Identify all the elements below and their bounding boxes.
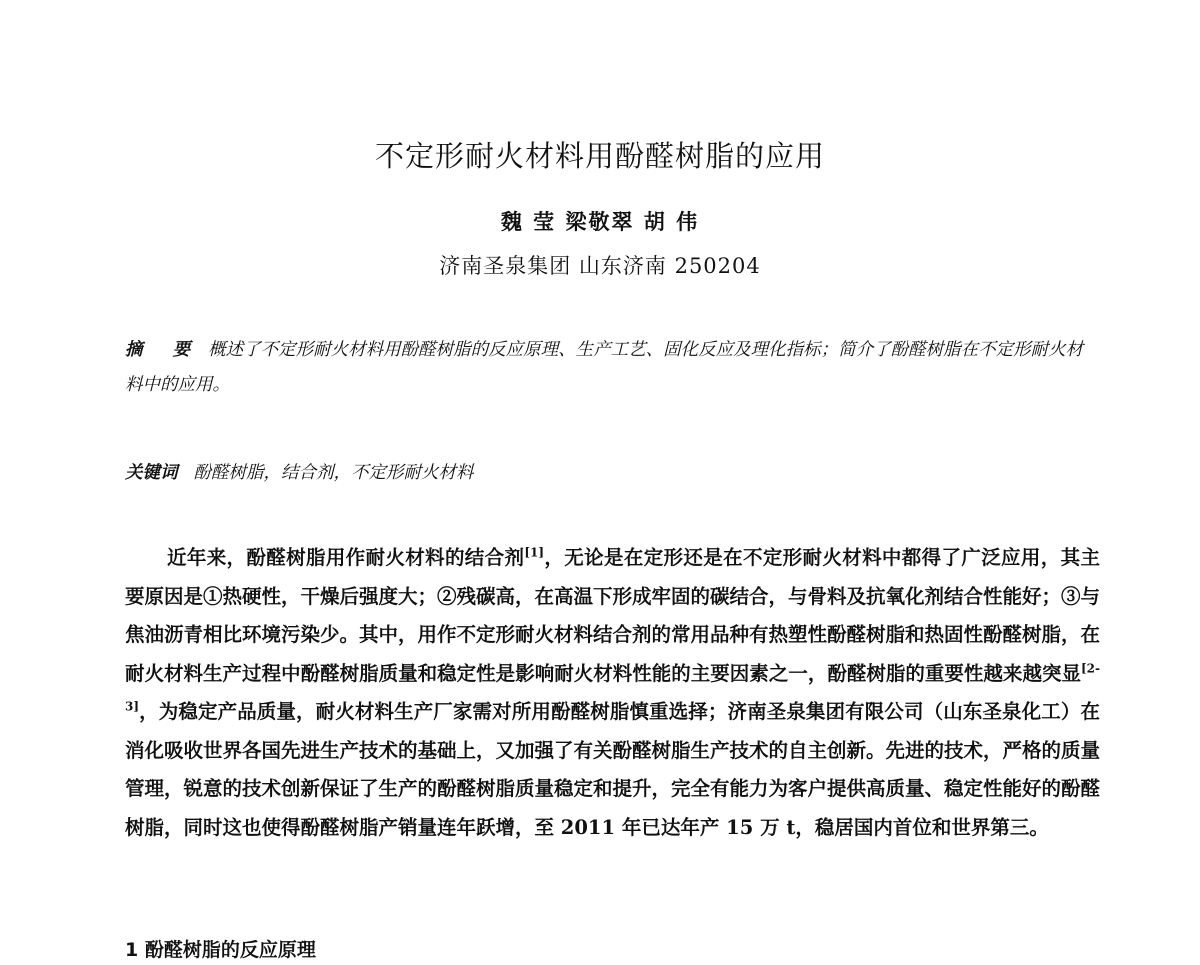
keywords-text: 酚醛树脂，结合剂，不定形耐火材料: [193, 463, 474, 483]
citation-1: [1]: [524, 545, 545, 560]
authors: 魏 莹 梁敬翠 胡 伟: [500, 209, 700, 234]
body-text-part-3: ，为稳定产品质量，耐火材料生产厂家需对所用酚醛树脂慎重选择；济南圣泉集团有限公司（山东圣泉化工）在消化吸收世界各国先进生产技术的基础上，又加强了有关酚醛树脂生产技术的自主创新。先进的技术，严格的质量管理，锐意的技术创新保证了生产的酚醛树脂质量稳定和提升，完全有能力为客户提供高质量、稳定性能好的酚醛树脂，同时这也使得酚醛树脂产销量连年跃增，至 2011 年已达年产 15 万 t，稳居国内首位和世界第三。: [125, 700, 1101, 839]
abstract-label: 摘 要: [125, 340, 203, 360]
body-text-part-2: ，无论是在定形还是在不定形耐火材料中都得了广泛应用，其主要原因是①热硬性，干燥后强度大；②残碳高，在高温下形成牢固的碳结合，与骨料及抗氧化剂结合性能好；③与焦油沥青相比环境污染少。其中，用作不定形耐火材料结合剂的常用品种有热塑性酚醛树脂和热固性酚醛树脂，在耐火材料生产过程中酚醛树脂质量和稳定性是影响耐火材料性能的主要因素之一，酚醛树脂的重要性越来越突显: [125, 546, 1101, 685]
keywords: [125, 456, 1100, 491]
abstract-text: 概述了不定形耐火材料用酚醛树脂的反应原理、生产工艺、固化反应及理化指标；简介了酚醛树脂在不定形耐火材料中的应用。: [125, 340, 1084, 395]
body-text-part-1: 近年来，酚醛树脂用作耐火材料的结合剂: [167, 546, 525, 569]
abstract: [125, 333, 1100, 403]
body-paragraph: [125, 539, 1100, 847]
paper-title: 不定形耐火材料用酚醛树脂的应用: [374, 139, 825, 173]
citation-2: [2-3]: [125, 661, 1100, 714]
keywords-label: 关键词: [125, 463, 178, 483]
affiliation: 济南圣泉集团 山东济南 250204: [439, 254, 761, 278]
section-heading: 1 酚醛树脂的反应原理: [125, 939, 316, 961]
